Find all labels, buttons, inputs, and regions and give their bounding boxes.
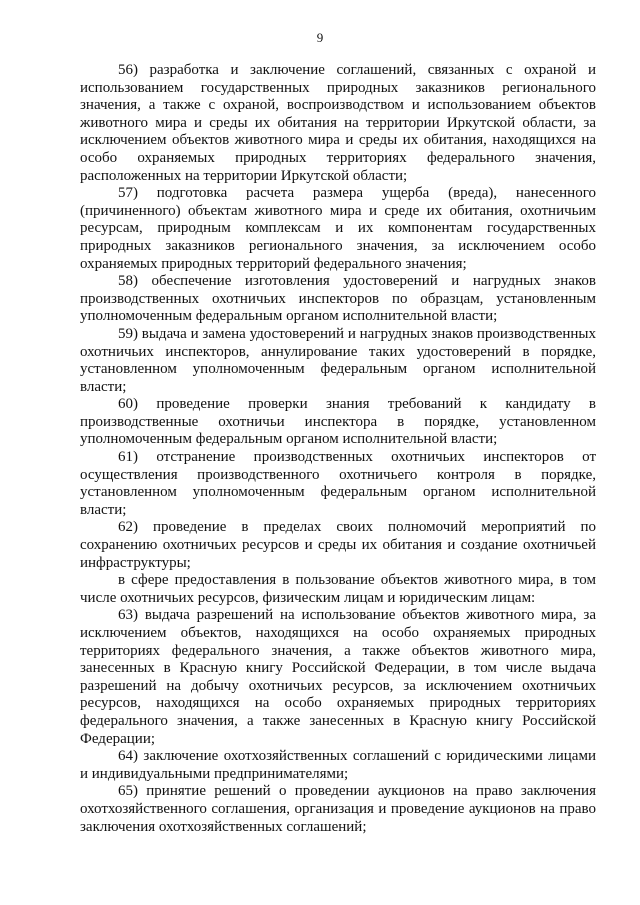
page-number: 9 bbox=[316, 30, 324, 45]
paragraph-item-59: 59) выдача и замена удостоверений и нагрудных знаков производственных охотничьих инспекторов, аннулирование таких удостоверений в порядке, установленном уполномоченным федеральным органом исполнительной власти; bbox=[80, 325, 596, 395]
paragraph-item-62: 62) проведение в пределах своих полномочий мероприятий по сохранению охотничьих ресурсов и среды их обитания и создание охотничьей инфраструктуры; bbox=[80, 519, 596, 571]
paragraph-item-58: 58) обеспечение изготовления удостоверений и нагрудных знаков производственных охотничьих инспекторов по образцам, установленным уполномоченным федеральным органом исполнительной власти; bbox=[80, 273, 596, 325]
paragraph-item-61: 61) отстранение производственных охотничьих инспекторов от осуществления производственного охотничьего контроля в порядке, установленном уполномоченным федеральным органом исполнительной власти; bbox=[80, 449, 596, 518]
paragraph-item-64: 64) заключение охотхозяйственных соглашений с юридическими лицами и индивидуальными предпринимателями; bbox=[80, 748, 596, 782]
paragraph-item-65: 65) принятие решений о проведении аукционов на право заключения охотхозяйственного соглашения, организация и проведение аукционов на право заключения охотхозяйственных соглашений; bbox=[80, 783, 596, 835]
document-body bbox=[80, 62, 596, 836]
section-heading-paragraph: в сфере предоставления в пользование объектов животного мира, в том числе охотничьих ресурсов, физическим лицам и юридическим лицам: bbox=[80, 572, 596, 606]
paragraph-item-60: 60) проведение проверки знания требований к кандидату в производственные охотничьи инспектора в порядке, установленном уполномоченным федеральным органом исполнительной власти; bbox=[80, 396, 596, 448]
paragraph-item-56: 56) разработка и заключение соглашений, связанных с охраной и использованием государственных природных заказников регионального значения, а также с охраной, воспроизводством и использованием объектов животного мира и среды их обитания на территории Иркутской области, за исключением объектов животного мира и среды их обитания, находящихся на особо охраняемых природных территориях федерального значения, расположенных на территории Иркутской области; bbox=[80, 62, 596, 184]
paragraph-item-63: 63) выдача разрешений на использование объектов животного мира, за исключением объектов, находящихся на особо охраняемых природных территориях федерального значения, а также объектов животного мира, занесенных в Красную книгу Российской Федерации, в том числе выдача разрешений на добычу охотничьих ресурсов, за исключением охотничьих ресурсов, находящихся на особо охраняемых природных территориях федерального значения, а также занесенных в Красную книгу Российской Федерации; bbox=[80, 607, 596, 747]
paragraph-item-57: 57) подготовка расчета размера ущерба (вреда), нанесенного (причиненного) объектам животного мира и среде их обитания, охотничьим ресурсам, природным комплексам и их компонентам государственных природных заказников регионального значения, за исключением особо охраняемых природных территорий федерального значения; bbox=[80, 185, 596, 272]
